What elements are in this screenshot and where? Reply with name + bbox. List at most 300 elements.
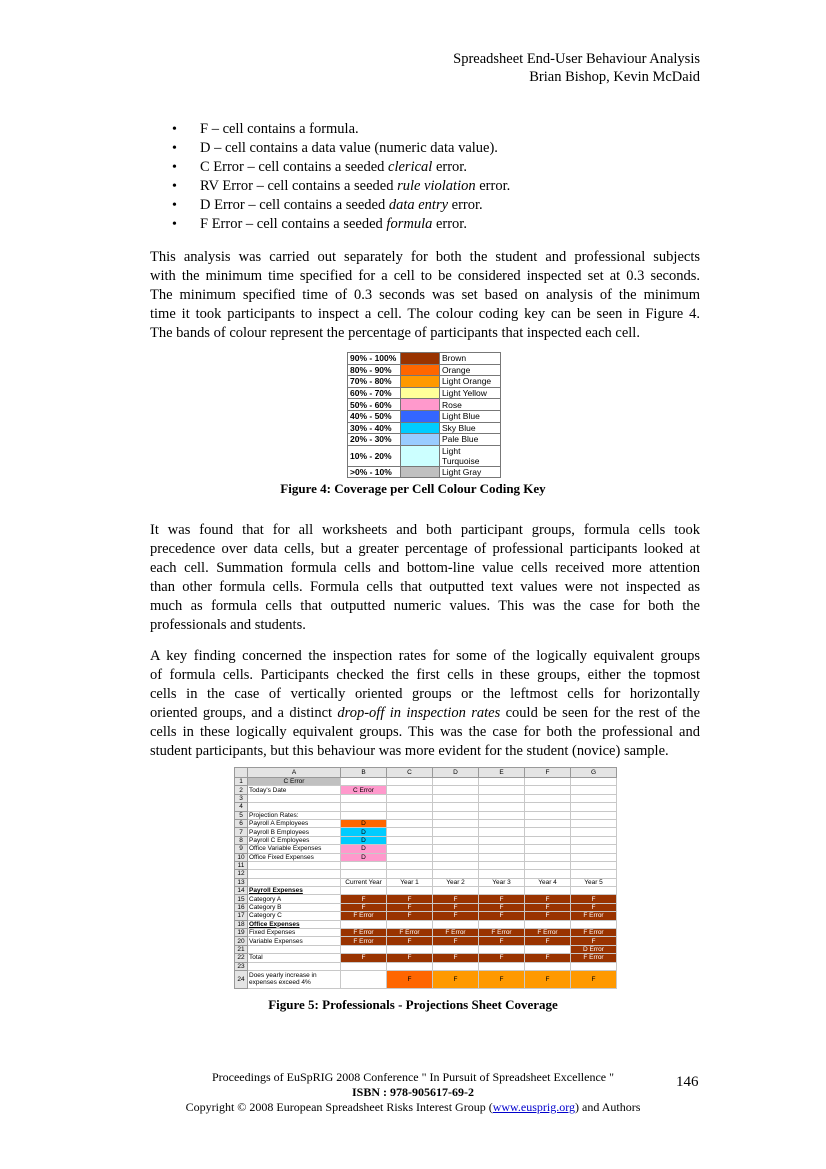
- sheet-cell: D: [341, 828, 387, 836]
- sheet-cell: [525, 962, 571, 970]
- sheet-row: [235, 786, 617, 794]
- sheet-cell: [571, 962, 617, 970]
- sheet-cell: F: [433, 970, 479, 988]
- sheet-cell: F: [433, 912, 479, 920]
- sheet-cell: [479, 920, 525, 928]
- sheet-cell: D: [341, 845, 387, 853]
- sheet-cell: [433, 853, 479, 861]
- row-number: 18: [235, 920, 248, 928]
- sheet-cell: [387, 870, 433, 878]
- sheet-cell: [387, 811, 433, 819]
- row-number: 13: [235, 878, 248, 886]
- sheet-cell: [387, 778, 433, 786]
- sheet-cell: [341, 962, 387, 970]
- sheet-cell: [341, 861, 387, 869]
- sheet-cell: [525, 786, 571, 794]
- row-number: 14: [235, 887, 248, 895]
- sheet-row: [235, 819, 617, 827]
- text-run: F – cell contains a formula.: [200, 121, 359, 137]
- sheet-cell: [433, 920, 479, 928]
- sheet-cell: [387, 819, 433, 827]
- colour-name: Light Blue: [440, 410, 501, 422]
- footer-copyright: [0, 1100, 826, 1115]
- sheet-cell: Total: [248, 954, 341, 962]
- sheet-cell: [433, 811, 479, 819]
- text-line: time it took participants to inspect a cell. The colour coding key can be seen in Figure 4.: [150, 306, 700, 322]
- sheet-cell: [387, 853, 433, 861]
- text-line: It was found that for all worksheets and both participant groups, formula cells took: [150, 522, 700, 538]
- sheet-cell: Payroll B Employees: [248, 828, 341, 836]
- sheet-row: [235, 878, 617, 886]
- sheet-cell: [571, 828, 617, 836]
- sheet-cell: F: [571, 903, 617, 911]
- sheet-cell: F: [387, 937, 433, 945]
- sheet-row: [235, 954, 617, 962]
- sheet-cell: [571, 786, 617, 794]
- row-number: 5: [235, 811, 248, 819]
- sheet-cell: F Error: [433, 929, 479, 937]
- sheet-cell: [433, 962, 479, 970]
- sheet-cell: [571, 853, 617, 861]
- sheet-cell: Payroll C Employees: [248, 836, 341, 844]
- sheet-cell: [571, 778, 617, 786]
- sheet-cell: [341, 945, 387, 953]
- sheet-cell: [479, 794, 525, 802]
- emphasis: clerical: [388, 159, 433, 175]
- sheet-cell: [341, 811, 387, 819]
- sheet-cell: F: [433, 903, 479, 911]
- sheet-cell: F: [525, 954, 571, 962]
- bullet-item: [172, 196, 510, 215]
- colour-swatch: [401, 445, 440, 466]
- column-header-row: [235, 768, 617, 778]
- key-row: [348, 353, 501, 365]
- column-header: A: [248, 768, 341, 778]
- sheet-cell: [479, 962, 525, 970]
- row-number: 15: [235, 895, 248, 903]
- sheet-row: [235, 828, 617, 836]
- text-run: could be seen for the rest of the: [500, 705, 700, 721]
- colour-swatch: [401, 410, 440, 422]
- sheet-cell: [571, 794, 617, 802]
- sheet-cell: F: [525, 937, 571, 945]
- key-range: 60% - 70%: [348, 387, 401, 399]
- row-number: 3: [235, 794, 248, 802]
- sheet-row: [235, 778, 617, 786]
- column-header: E: [479, 768, 525, 778]
- text-line: cells in the case of vertically oriented groups or the leftmost cells for horizontally: [150, 686, 700, 702]
- sheet-row: [235, 836, 617, 844]
- sheet-cell: F: [571, 970, 617, 988]
- running-header: [453, 50, 700, 86]
- sheet-cell: [433, 836, 479, 844]
- colour-swatch: [401, 399, 440, 411]
- text-line: than other formula cells. Formula cells that outputted text values were not inspected as: [150, 579, 700, 595]
- sheet-cell: [387, 920, 433, 928]
- sheet-cell: F: [525, 903, 571, 911]
- sheet-row: [235, 861, 617, 869]
- text-run: error.: [432, 216, 467, 232]
- key-row: [348, 434, 501, 446]
- sheet-cell: [525, 836, 571, 844]
- sheet-row: [235, 920, 617, 928]
- text-run: D Error – cell contains a seeded: [200, 197, 389, 213]
- colour-key-table: [347, 352, 501, 478]
- key-row: [348, 364, 501, 376]
- sheet-cell: [387, 845, 433, 853]
- sheet-cell: Projection Rates:: [248, 811, 341, 819]
- sheet-cell: [387, 962, 433, 970]
- sheet-cell: F: [341, 954, 387, 962]
- key-row: [348, 399, 501, 411]
- sheet-cell: [248, 861, 341, 869]
- sheet-cell: [525, 920, 571, 928]
- text-run: error.: [448, 197, 483, 213]
- sheet-cell: F: [387, 970, 433, 988]
- sheet-cell: F Error: [525, 929, 571, 937]
- sheet-cell: F: [479, 954, 525, 962]
- text-line: each cell. Summation formula cells and bottom-line value cells received more attention: [150, 560, 700, 576]
- colour-swatch: [401, 466, 440, 478]
- colour-name: Light Orange: [440, 376, 501, 388]
- sheet-cell: [525, 819, 571, 827]
- key-range: 40% - 50%: [348, 410, 401, 422]
- row-number: 22: [235, 954, 248, 962]
- sheet-cell: Fixed Expenses: [248, 929, 341, 937]
- bullet-item: [172, 120, 510, 139]
- sheet-row: [235, 870, 617, 878]
- sheet-cell: D: [341, 836, 387, 844]
- sheet-cell: [571, 836, 617, 844]
- sheet-cell: Office Expenses: [248, 920, 341, 928]
- row-number: 2: [235, 786, 248, 794]
- sheet-cell: [433, 778, 479, 786]
- sheet-cell: F: [571, 895, 617, 903]
- sheet-cell: Current Year: [341, 878, 387, 886]
- sheet-cell: [433, 845, 479, 853]
- sheet-cell: [479, 836, 525, 844]
- sheet-row: [235, 962, 617, 970]
- text-line: A key finding concerned the inspection rates for some of the logically equivalent groups: [150, 648, 700, 664]
- sheet-row: [235, 945, 617, 953]
- sheet-row: [235, 803, 617, 811]
- sheet-cell: F Error: [341, 912, 387, 920]
- text-run: oriented groups, and a distinct: [150, 705, 338, 721]
- sheet-cell: F: [433, 937, 479, 945]
- sheet-cell: [525, 945, 571, 953]
- sheet-cell: F: [341, 895, 387, 903]
- sheet-cell: [525, 853, 571, 861]
- emphasis: rule violation: [397, 178, 476, 194]
- row-number: 19: [235, 929, 248, 937]
- text-run: RV Error – cell contains a seeded: [200, 178, 398, 194]
- sheet-cell: [248, 803, 341, 811]
- eusprig-link[interactable]: www.eusprig.org: [492, 1100, 576, 1114]
- sheet-cell: F: [479, 903, 525, 911]
- sheet-cell: [387, 887, 433, 895]
- colour-swatch: [401, 353, 440, 365]
- colour-swatch: [401, 376, 440, 388]
- sheet-cell: F Error: [571, 954, 617, 962]
- text-run: D – cell contains a data value (numeric data value).: [200, 140, 498, 156]
- sheet-cell: Year 2: [433, 878, 479, 886]
- text-run: error.: [432, 159, 467, 175]
- sheet-cell: [571, 803, 617, 811]
- sheet-cell: [387, 945, 433, 953]
- sheet-cell: F: [479, 895, 525, 903]
- sheet-cell: F Error: [571, 912, 617, 920]
- sheet-cell: [387, 828, 433, 836]
- key-row: [348, 422, 501, 434]
- sheet-cell: [525, 794, 571, 802]
- sheet-cell: [525, 778, 571, 786]
- sheet-cell: F: [387, 903, 433, 911]
- sheet-cell: [433, 794, 479, 802]
- bullet-item: [172, 139, 510, 158]
- sheet-cell: [387, 794, 433, 802]
- sheet-cell: F Error: [571, 929, 617, 937]
- sheet-cell: F Error: [341, 929, 387, 937]
- sheet-cell: [479, 786, 525, 794]
- sheet-cell: [433, 819, 479, 827]
- corner-cell: [235, 768, 248, 778]
- sheet-cell: [479, 853, 525, 861]
- sheet-row: [235, 811, 617, 819]
- text-run: C Error – cell contains a seeded: [200, 159, 389, 175]
- sheet-cell: [479, 811, 525, 819]
- column-header: F: [525, 768, 571, 778]
- sheet-cell: [341, 970, 387, 988]
- sheet-cell: [479, 778, 525, 786]
- sheet-row: [235, 794, 617, 802]
- row-number: 7: [235, 828, 248, 836]
- sheet-row: [235, 887, 617, 895]
- key-row: [348, 445, 501, 466]
- row-number: 1: [235, 778, 248, 786]
- spreadsheet-figure: [234, 767, 617, 989]
- sheet-cell: [479, 870, 525, 878]
- text-line: The bands of colour represent the percentage of participants that inspected each cell.: [150, 325, 640, 341]
- text-run: error.: [475, 178, 511, 194]
- sheet-cell: [341, 794, 387, 802]
- sheet-row: [235, 895, 617, 903]
- sheet-cell: F: [571, 937, 617, 945]
- key-range: 50% - 60%: [348, 399, 401, 411]
- page-number: 146: [676, 1074, 699, 1090]
- sheet-cell: [248, 870, 341, 878]
- sheet-cell: F: [479, 970, 525, 988]
- sheet-row: [235, 845, 617, 853]
- sheet-cell: [433, 786, 479, 794]
- sheet-cell: [571, 920, 617, 928]
- sheet-cell: [525, 861, 571, 869]
- sheet-cell: [479, 803, 525, 811]
- sheet-cell: [387, 836, 433, 844]
- colour-name: Light Gray: [440, 466, 501, 478]
- bullet-item: [172, 177, 510, 196]
- footer: [0, 1070, 826, 1115]
- sheet-cell: [479, 819, 525, 827]
- sheet-cell: [525, 811, 571, 819]
- sheet-cell: [341, 778, 387, 786]
- colour-swatch: [401, 422, 440, 434]
- sheet-cell: [387, 861, 433, 869]
- column-header: C: [387, 768, 433, 778]
- sheet-cell: Office Variable Expenses: [248, 845, 341, 853]
- sheet-cell: Payroll Expenses: [248, 887, 341, 895]
- key-range: 70% - 80%: [348, 376, 401, 388]
- paragraph-analysis: [150, 248, 700, 343]
- sheet-cell: F: [387, 895, 433, 903]
- text-line: with the minimum time specified for a cell to be considered inspected set at 0.3 seconds.: [150, 268, 700, 284]
- sheet-cell: Office Fixed Expenses: [248, 853, 341, 861]
- sheet-cell: [571, 887, 617, 895]
- row-number: 9: [235, 845, 248, 853]
- bullet-item: [172, 158, 510, 177]
- sheet-cell: F: [433, 895, 479, 903]
- colour-name: Sky Blue: [440, 422, 501, 434]
- key-row: [348, 410, 501, 422]
- sheet-cell: [479, 945, 525, 953]
- row-number: 8: [235, 836, 248, 844]
- paragraph-key-finding: [150, 647, 700, 761]
- text-line: student participants, but this behaviour was more evident for the student (novice) sample.: [150, 743, 669, 759]
- key-range: 30% - 40%: [348, 422, 401, 434]
- paragraph-findings: [150, 521, 700, 635]
- sheet-cell: [571, 861, 617, 869]
- sheet-cell: [571, 819, 617, 827]
- sheet-cell: F: [525, 912, 571, 920]
- sheet-cell: [341, 920, 387, 928]
- sheet-cell: C Error: [248, 778, 341, 786]
- sheet-cell: [248, 794, 341, 802]
- sheet-cell: Variable Expenses: [248, 937, 341, 945]
- row-number: 6: [235, 819, 248, 827]
- sheet-cell: [479, 887, 525, 895]
- sheet-row: [235, 903, 617, 911]
- sheet-cell: F: [479, 912, 525, 920]
- sheet-cell: F Error: [479, 929, 525, 937]
- text-line: [150, 704, 700, 723]
- row-number: 23: [235, 962, 248, 970]
- sheet-cell: [433, 803, 479, 811]
- sheet-cell: [479, 828, 525, 836]
- sheet-cell: [433, 887, 479, 895]
- row-number: 4: [235, 803, 248, 811]
- sheet-cell: Payroll A Employees: [248, 819, 341, 827]
- footer-isbn: ISBN : 978-905617-69-2: [352, 1085, 474, 1099]
- sheet-cell: Year 3: [479, 878, 525, 886]
- sheet-cell: [479, 845, 525, 853]
- sheet-row: [235, 912, 617, 920]
- row-number: 20: [235, 937, 248, 945]
- sheet-cell: F: [433, 954, 479, 962]
- sheet-cell: Year 4: [525, 878, 571, 886]
- key-range: >0% - 10%: [348, 466, 401, 478]
- sheet-cell: [248, 945, 341, 953]
- key-range: 20% - 30%: [348, 434, 401, 446]
- sheet-cell: [248, 962, 341, 970]
- sheet-cell: Category C: [248, 912, 341, 920]
- sheet-row: [235, 970, 617, 988]
- row-number: 21: [235, 945, 248, 953]
- sheet-cell: C Error: [341, 786, 387, 794]
- sheet-row: [235, 937, 617, 945]
- text-line: cells in these logically equivalent groups. This was the case for both the professional and: [150, 724, 700, 740]
- text-line: much as formula cells that outputted numeric values. This was the case for both the: [150, 598, 700, 614]
- header-authors: Brian Bishop, Kevin McDaid: [529, 69, 700, 85]
- sheet-cell: Today's Date: [248, 786, 341, 794]
- sheet-cell: [433, 945, 479, 953]
- row-number: 16: [235, 903, 248, 911]
- emphasis: data entry: [388, 197, 449, 213]
- sheet-cell: Does yearly increase in expenses exceed 4%: [248, 970, 341, 988]
- sheet-cell: D Error: [571, 945, 617, 953]
- colour-swatch: [401, 387, 440, 399]
- column-header: B: [341, 768, 387, 778]
- key-row: [348, 466, 501, 478]
- text-line: The minimum specified time of 0.3 seconds was set based on analysis of the minimum: [150, 287, 700, 303]
- colour-name: Brown: [440, 353, 501, 365]
- emphasis: formula: [386, 216, 433, 232]
- sheet-cell: F Error: [387, 929, 433, 937]
- sheet-cell: [525, 845, 571, 853]
- row-number: 12: [235, 870, 248, 878]
- colour-name: Light Turquoise: [440, 445, 501, 466]
- key-range: 80% - 90%: [348, 364, 401, 376]
- sheet-cell: Year 1: [387, 878, 433, 886]
- column-header: D: [433, 768, 479, 778]
- sheet-cell: [433, 861, 479, 869]
- key-row: [348, 376, 501, 388]
- colour-name: Pale Blue: [440, 434, 501, 446]
- sheet-cell: F: [387, 912, 433, 920]
- sheet-cell: F: [479, 937, 525, 945]
- key-range: 90% - 100%: [348, 353, 401, 365]
- sheet-cell: [571, 811, 617, 819]
- sheet-cell: Category B: [248, 903, 341, 911]
- sheet-cell: Category A: [248, 895, 341, 903]
- sheet-cell: F: [525, 970, 571, 988]
- sheet-cell: [341, 803, 387, 811]
- colour-name: Light Yellow: [440, 387, 501, 399]
- sheet-cell: F: [525, 895, 571, 903]
- key-range: 10% - 20%: [348, 445, 401, 466]
- text-line: of formula cells. Participants checked the first cells in these groups, either the topmost: [150, 667, 700, 683]
- sheet-cell: [571, 870, 617, 878]
- sheet-cell: [525, 803, 571, 811]
- text-line: precedence over data cells, but a greater percentage of professional participants looked at: [150, 541, 700, 557]
- sheet-cell: Year 5: [571, 878, 617, 886]
- sheet-cell: [433, 870, 479, 878]
- text-line: professionals and students.: [150, 617, 306, 633]
- sheet-cell: [525, 870, 571, 878]
- colour-name: Orange: [440, 364, 501, 376]
- row-number: 10: [235, 853, 248, 861]
- row-number: 11: [235, 861, 248, 869]
- text-line: This analysis was carried out separately for both the student and professional subjects: [150, 249, 700, 265]
- colour-swatch: [401, 364, 440, 376]
- figure-5-caption: Figure 5: Professionals - Projections Sheet Coverage: [268, 997, 558, 1012]
- sheet-cell: F: [387, 954, 433, 962]
- sheet-cell: [525, 887, 571, 895]
- sheet-cell: [433, 828, 479, 836]
- text-run: F Error – cell contains a seeded: [200, 216, 387, 232]
- sheet-cell: [387, 803, 433, 811]
- sheet-cell: [479, 861, 525, 869]
- sheet-cell: [387, 786, 433, 794]
- bullet-list: [172, 120, 510, 234]
